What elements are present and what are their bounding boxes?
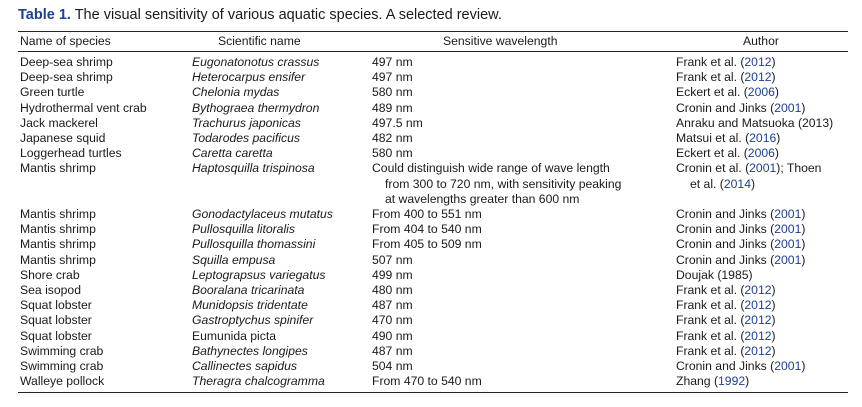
scientific-name: Bythograea thermydron <box>192 100 320 115</box>
citation-year-link[interactable]: 2001 <box>774 237 802 252</box>
sensitive-wavelength: 480 nm <box>372 283 413 297</box>
citation-year-link[interactable]: 2001 <box>774 359 802 373</box>
author-citation <box>676 161 821 176</box>
author-text: ) <box>776 131 781 145</box>
bottom-rule <box>18 392 848 393</box>
species-name: Mantis shrimp <box>20 252 96 267</box>
author-citation <box>676 116 833 131</box>
species-name: Swimming crab <box>20 359 104 373</box>
scientific-name: Todarodes pacificus <box>192 131 300 145</box>
author-citation <box>676 329 776 344</box>
author-text: ) <box>771 313 776 328</box>
scientific-name: Bathynectes longipes <box>192 343 308 358</box>
citation-year-link[interactable]: 2006 <box>747 85 775 100</box>
species-name: Mantis shrimp <box>20 207 96 221</box>
citation-year-link[interactable]: 2012 <box>744 55 772 69</box>
author-text: ) <box>771 328 776 343</box>
citation-year-link[interactable]: 2001 <box>774 207 802 221</box>
species-name: Sea isopod <box>20 283 81 297</box>
author-text: Doujak (1985) <box>676 267 753 282</box>
author-citation <box>676 359 805 374</box>
header-author: Author <box>743 34 779 48</box>
species-name: Squat lobster <box>20 298 92 313</box>
scientific-name: Munidopsis tridentate <box>192 298 308 313</box>
scientific-name: Squilla empusa <box>192 252 276 267</box>
author-citation <box>676 55 776 70</box>
author-text: Cronin and Jinks ( <box>676 222 775 237</box>
top-rule <box>18 31 848 32</box>
sensitive-wavelength: 470 nm <box>372 313 413 328</box>
sensitive-wavelength: 507 nm <box>372 252 413 267</box>
author-text: Anraku and Matsuoka (2013) <box>676 115 834 130</box>
sensitive-wavelength: 497.5 nm <box>372 115 423 130</box>
author-citation <box>676 313 776 328</box>
author-citation <box>676 268 753 283</box>
author-citation <box>676 146 779 161</box>
scientific-name: Eugonatonotus crassus <box>192 55 320 69</box>
species-name: Mantis shrimp <box>20 161 96 176</box>
author-text: Zhang ( <box>676 374 719 389</box>
sensitive-wavelength: 497 nm <box>372 70 413 85</box>
citation-year-link[interactable]: 2014 <box>723 176 751 191</box>
sensitive-wavelength: From 400 to 551 nm <box>372 207 482 221</box>
citation-year-link[interactable]: 2001 <box>749 161 777 176</box>
author-text: Cronin and Jinks ( <box>676 207 775 221</box>
author-citation <box>676 237 805 252</box>
citation-year-link[interactable]: 2012 <box>744 298 772 313</box>
author-citation <box>676 283 776 298</box>
sensitive-wavelength: From 405 to 509 nm <box>372 237 482 252</box>
author-text: Cronin and Jinks ( <box>676 100 775 115</box>
author-text: ) <box>801 222 806 237</box>
author-text: Eckert et al. ( <box>676 85 748 100</box>
table-label: Table 1. <box>18 7 71 23</box>
author-text: ) <box>774 85 779 100</box>
citation-year-link[interactable]: 2016 <box>749 131 777 145</box>
citation-year-link[interactable]: 2012 <box>744 70 772 85</box>
scientific-name: Callinectes sapidus <box>192 359 298 373</box>
sensitive-wavelength: 497 nm <box>372 55 413 69</box>
species-name: Hydrothermal vent crab <box>20 100 147 115</box>
species-name: Loggerhead turtles <box>20 146 122 161</box>
author-text: ) <box>745 374 750 389</box>
author-text: Cronin and Jinks ( <box>676 237 775 252</box>
scientific-name: Trachurus japonicas <box>192 115 301 130</box>
author-text: ); Thoen <box>776 161 822 176</box>
author-text: ) <box>771 70 776 85</box>
species-name: Walleye pollock <box>20 374 105 389</box>
scientific-name: Booralana tricarinata <box>192 283 305 297</box>
species-name: Deep-sea shrimp <box>20 70 113 85</box>
sensitive-wavelength: From 404 to 540 nm <box>372 222 482 237</box>
species-name: Shore crab <box>20 267 80 282</box>
species-name: Squat lobster <box>20 313 92 328</box>
author-citation <box>676 222 805 237</box>
scientific-name: Heterocarpus ensifer <box>192 70 306 85</box>
header-wavelength: Sensitive wavelength <box>443 34 558 48</box>
author-text: ) <box>801 252 806 267</box>
citation-year-link[interactable]: 2012 <box>744 313 772 328</box>
author-text: et al. ( <box>690 176 724 191</box>
author-text: Frank et al. ( <box>676 328 745 343</box>
author-text: ) <box>771 343 776 358</box>
table-caption <box>18 7 502 23</box>
scientific-name: Caretta caretta <box>192 146 273 161</box>
sensitive-wavelength: 580 nm <box>372 146 413 161</box>
scientific-name: Haptosquilla trispinosa <box>192 161 315 176</box>
citation-year-link[interactable]: 2001 <box>774 252 802 267</box>
scientific-name: Chelonia mydas <box>192 85 280 100</box>
author-text: Frank et al. ( <box>676 70 745 85</box>
author-citation <box>690 177 755 192</box>
author-text: ) <box>801 207 806 221</box>
sensitive-wavelength: 487 nm <box>372 343 413 358</box>
scientific-name: Leptograpsus variegatus <box>192 267 326 282</box>
scientific-name: Pullosquilla litoralis <box>192 222 295 237</box>
scientific-name: Theragra chalcogramma <box>192 374 325 389</box>
author-text: Cronin and Jinks ( <box>676 359 775 373</box>
author-citation <box>676 298 776 313</box>
citation-year-link[interactable]: 2001 <box>774 100 802 115</box>
author-text: Matsui et al. ( <box>676 131 750 145</box>
species-name: Squat lobster <box>20 328 92 343</box>
author-text: Frank et al. ( <box>676 313 745 328</box>
citation-year-link[interactable]: 2006 <box>747 146 775 161</box>
header-scientific: Scientific name <box>218 34 301 48</box>
wavelength-line: Could distinguish wide range of wave length <box>372 161 610 176</box>
citation-year-link[interactable]: 2012 <box>744 283 772 297</box>
scientific-name: Pullosquilla thomassini <box>192 237 316 252</box>
author-text: Frank et al. ( <box>676 343 745 358</box>
sensitive-wavelength: 504 nm <box>372 359 413 373</box>
author-text: Frank et al. ( <box>676 55 745 69</box>
author-citation <box>676 70 776 85</box>
species-name: Swimming crab <box>20 343 104 358</box>
author-citation <box>676 131 780 146</box>
author-citation <box>676 253 805 268</box>
author-citation <box>676 85 779 100</box>
author-citation <box>676 207 805 222</box>
author-text: Cronin and Jinks ( <box>676 252 775 267</box>
header-name: Name of species <box>20 34 111 48</box>
scientific-name: Gonodactylaceus mutatus <box>192 207 333 221</box>
species-name: Deep-sea shrimp <box>20 55 113 69</box>
table-title: The visual sensitivity of various aquatic species. A selected review. <box>74 7 502 23</box>
author-text: Eckert et al. ( <box>676 146 748 161</box>
sensitive-wavelength: From 470 to 540 nm <box>372 374 482 389</box>
scientific-name: Gastroptychus spinifer <box>192 313 314 328</box>
author-text: Frank et al. ( <box>676 298 745 313</box>
citation-year-link[interactable]: 2012 <box>744 343 772 358</box>
sensitive-wavelength: 482 nm <box>372 131 413 145</box>
species-name: Japanese squid <box>20 131 106 145</box>
author-citation <box>676 344 776 359</box>
header-rule <box>18 51 848 52</box>
sensitive-wavelength: 487 nm <box>372 298 413 313</box>
author-text: ) <box>771 298 776 313</box>
sensitive-wavelength: 490 nm <box>372 328 413 343</box>
citation-year-link[interactable]: 2001 <box>774 222 802 237</box>
author-citation <box>676 374 749 389</box>
citation-year-link[interactable]: 1992 <box>718 374 746 389</box>
author-text: ) <box>771 55 776 69</box>
species-name: Green turtle <box>20 85 85 100</box>
sensitive-wavelength: 489 nm <box>372 100 413 115</box>
author-text: Cronin et al. ( <box>676 161 750 176</box>
citation-year-link[interactable]: 2012 <box>744 328 772 343</box>
sensitive-wavelength: 580 nm <box>372 85 413 100</box>
author-text: ) <box>774 146 779 161</box>
author-text: ) <box>771 283 776 297</box>
scientific-name: Eumunida picta <box>192 328 277 343</box>
author-text: ) <box>801 237 806 252</box>
author-citation <box>676 101 805 116</box>
wavelength-line: from 300 to 720 nm, with sensitivity peaking <box>385 176 622 191</box>
author-text: ) <box>801 359 806 373</box>
wavelength-line: at wavelengths greater than 600 nm <box>385 191 580 206</box>
species-name: Mantis shrimp <box>20 237 96 252</box>
author-text: ) <box>751 176 756 191</box>
author-text: ) <box>801 100 806 115</box>
author-text: Frank et al. ( <box>676 283 745 297</box>
species-name: Jack mackerel <box>20 115 98 130</box>
species-name: Mantis shrimp <box>20 222 96 237</box>
sensitive-wavelength: 499 nm <box>372 267 413 282</box>
